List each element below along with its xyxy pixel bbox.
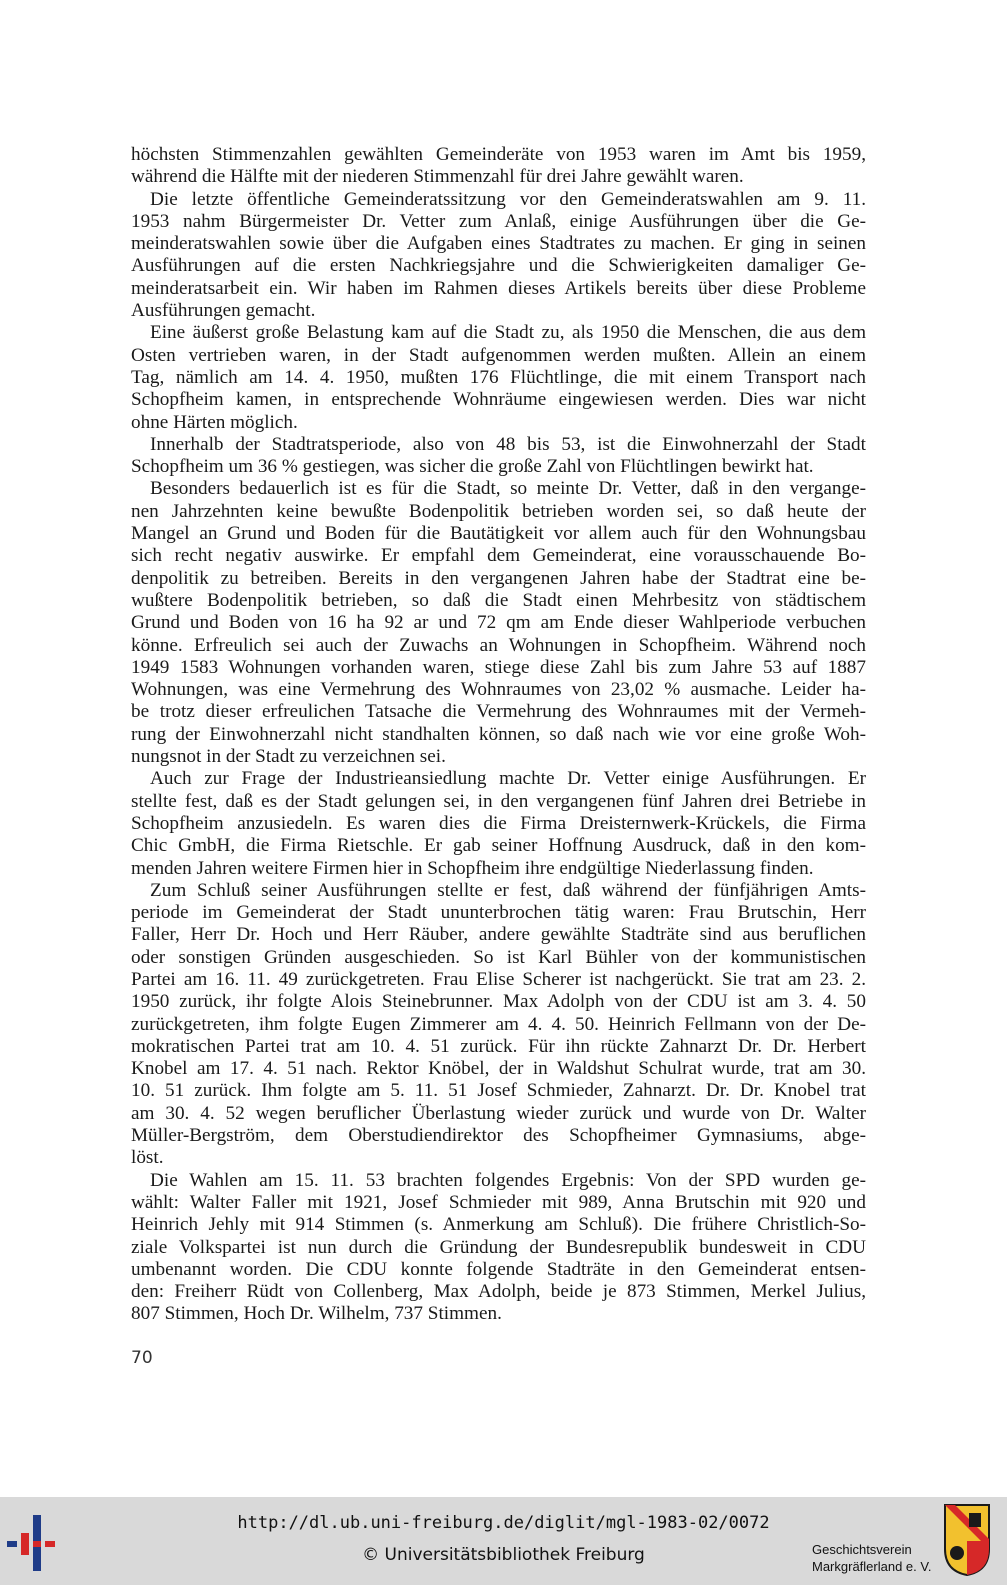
text-line: stellte fest, daß es der Stadt gelungen sei, in den vergangenen fünf Jahren drei Betriebe in xyxy=(131,790,866,812)
text-line: am 30. 4. 52 wegen beruflicher Überlastung wieder zurück und wurde von Dr. Walter xyxy=(131,1102,866,1124)
text-line: Schopfheim um 36 % gestiegen, was sicher die große Zahl von Flüchtlingen bewirkt hat. xyxy=(131,456,814,478)
footer-copyright: © Universitätsbibliothek Freiburg xyxy=(362,1545,645,1565)
text-line: mokratischen Partei trat am 10. 4. 51 zurück. Für ihn rückte Zahnarzt Dr. Dr. Herbert xyxy=(131,1035,866,1057)
text-line: Knobel am 17. 4. 51 nach. Rektor Knöbel, der in Waldshut Schulrat wurde, trat am 30. xyxy=(131,1058,866,1080)
text-line: meinderatswahlen sowie über die Aufgaben eines Stadtrates zu machen. Er ging in seinen xyxy=(131,233,866,255)
page-body xyxy=(131,144,866,1326)
text-line: Ausführungen gemacht. xyxy=(131,300,316,322)
text-line: Eine äußerst große Belastung kam auf die Stadt zu, als 1950 die Menschen, die aus dem xyxy=(150,322,866,344)
text-line: löst. xyxy=(131,1147,164,1169)
text-line: Partei am 16. 11. 49 zurückgetreten. Frau Elise Scherer ist nachgerückt. Sie trat am 23. 2. xyxy=(131,968,866,990)
text-line: sich recht negativ auswirke. Er empfahl dem Gemeinderat, eine vorausschauende Bo- xyxy=(131,545,866,567)
text-line: während die Hälfte mit der niederen Stimmenzahl für drei Jahre gewählt waren. xyxy=(131,166,744,188)
text-line: den: Freiherr Rüdt von Collenberg, Max Adolph, beide je 873 Stimmen, Merkel Julius, xyxy=(131,1281,866,1303)
text-line: Schopfheim kamen, in entsprechende Wohnräume eingewiesen werden. Dies war nicht xyxy=(131,389,866,411)
text-line: 1953 nahm Bürgermeister Dr. Vetter zum Anlaß, einige Ausführungen über die Ge- xyxy=(131,210,866,232)
text-line: Osten vertrieben waren, in der Stadt aufgenommen werden mußten. Allein an einem xyxy=(131,344,866,366)
text-line: umbenannt worden. Die CDU konnte folgende Stadträte in den Gemeinderat entsen- xyxy=(131,1258,866,1280)
text-line: Grund und Boden von 16 ha 92 ar und 72 qm am Ende dieser Wahlperiode verbuchen xyxy=(131,612,866,634)
text-line: höchsten Stimmenzahlen gewählten Gemeinderäte von 1953 waren im Amt bis 1959, xyxy=(131,144,866,165)
society-name xyxy=(812,1541,931,1575)
text-line: wußtere Bodenpolitik betrieben, so daß die Stadt einen Mehrbesitz von städtischem xyxy=(131,589,866,611)
page-number: 70 xyxy=(131,1348,153,1368)
text-line: menden Jahren weitere Firmen hier in Schopfheim ihre endgültige Niederlassung finden. xyxy=(131,857,814,879)
text-line: 1949 1583 Wohnungen vorhanden waren, stiege diese Zahl bis zum Jahre 53 auf 1887 xyxy=(131,656,866,678)
footer-url-link[interactable]: http://dl.ub.uni-freiburg.de/diglit/mgl-1983-02/0072 xyxy=(237,1513,770,1533)
text-line: Innerhalb der Stadtratsperiode, also von 48 bis 53, ist die Einwohnerzahl der Stadt xyxy=(150,433,866,455)
text-line: Tag, nämlich am 14. 4. 1950, mußten 176 Flüchtlinge, die mit einem Transport nach xyxy=(131,366,866,388)
text-line: Faller, Herr Dr. Hoch und Herr Räuber, andere gewählte Stadträte sind aus beruflichen xyxy=(131,924,866,946)
text-line: Müller-Bergström, dem Oberstudiendirektor des Schopfheimer Gymnasiums, abge- xyxy=(131,1125,866,1147)
society-name-line-2: Markgräflerland e. V. xyxy=(812,1559,932,1574)
society-crest-icon xyxy=(943,1503,991,1577)
text-line: Besonders bedauerlich ist es für die Stadt, so meinte Dr. Vetter, daß in den vergange- xyxy=(150,478,866,500)
text-line: Schopfheim anzusiedeln. Es waren dies die Firma Dreisternwerk-Krückels, die Firma xyxy=(131,812,866,834)
text-line: 1950 zurück, ihr folgte Alois Steinebrunner. Max Adolph von der CDU ist am 3. 4. 50 xyxy=(131,991,866,1013)
text-line: Heinrich Jehly mit 914 Stimmen (s. Anmerkung am Schluß). Die frühere Christlich-So- xyxy=(131,1214,866,1236)
society-name-line-1: Geschichtsverein xyxy=(812,1542,912,1557)
text-line: 10. 51 zurück. Ihm folgte am 5. 11. 51 Josef Schmieder, Zahnarzt. Dr. Dr. Knobel trat xyxy=(131,1080,866,1102)
text-line: nen Jahrzehnten keine bewußte Bodenpolitik betrieben worden sei, so daß heute der xyxy=(131,500,866,522)
text-line: Mangel an Grund und Boden für die Bautätigkeit vor allem auch für den Wohnungsbau xyxy=(131,523,866,545)
text-line: ohne Härten möglich. xyxy=(131,411,298,433)
text-line: be trotz dieser erfreulichen Tatsache die Vermehrung des Wohnraumes mit der Vermeh- xyxy=(131,701,866,723)
text-line: 807 Stimmen, Hoch Dr. Wilhelm, 737 Stimmen. xyxy=(131,1303,502,1325)
text-line: könne. Erfreulich sei auch der Zuwachs an Wohnungen in Schopfheim. Während noch xyxy=(131,634,866,656)
text-line: oder sonstigen Gründen ausgeschieden. So ist Karl Bühler von der kommunistischen xyxy=(131,946,866,968)
text-line: wählt: Walter Faller mit 1921, Josef Schmieder mit 989, Anna Brutschin mit 920 und xyxy=(131,1191,866,1213)
text-line: meinderatsarbeit ein. Wir haben im Rahmen dieses Artikels bereits über diese Probleme xyxy=(131,277,866,299)
text-line: Chic GmbH, die Firma Rietschle. Er gab seiner Hoffnung Ausdruck, daß in den kom- xyxy=(131,835,866,857)
text-line: Die Wahlen am 15. 11. 53 brachten folgendes Ergebnis: Von der SPD wurden ge- xyxy=(150,1169,866,1191)
text-line: Auch zur Frage der Industrieansiedlung machte Dr. Vetter einige Ausführungen. Er xyxy=(150,768,866,790)
text-line: Zum Schluß seiner Ausführungen stellte er fest, daß während der fünfjährigen Amts- xyxy=(150,879,866,901)
text-line: zurückgetreten, ihm folgte Eugen Zimmerer am 4. 4. 50. Heinrich Fellmann von der De- xyxy=(131,1013,866,1035)
text-line: Die letzte öffentliche Gemeinderatssitzung vor den Gemeinderatswahlen am 9. 11. xyxy=(150,188,866,210)
text-line: nungsnot in der Stadt zu verzeichnen sei. xyxy=(131,746,446,768)
footer-bar xyxy=(0,1497,1007,1585)
text-line: periode im Gemeinderat der Stadt ununterbrochen tätig waren: Frau Brutschin, Herr xyxy=(131,902,866,924)
text-line: denpolitik zu betreiben. Bereits in den vergangenen Jahren habe der Stadtrat eine be- xyxy=(131,567,866,589)
text-line: Wohnungen, was eine Vermehrung des Wohnraumes von 23,02 % ausmache. Leider ha- xyxy=(131,679,866,701)
text-line: ziale Volkspartei ist nun durch die Gründung der Bundesrepublik bundesweit in CDU xyxy=(131,1236,866,1258)
text-line: rung der Einwohnerzahl nicht standhalten können, so daß nach wie vor eine große Woh- xyxy=(131,723,866,745)
text-line: Ausführungen auf die ersten Nachkriegsjahre und die Schwierigkeiten damaliger Ge- xyxy=(131,255,866,277)
